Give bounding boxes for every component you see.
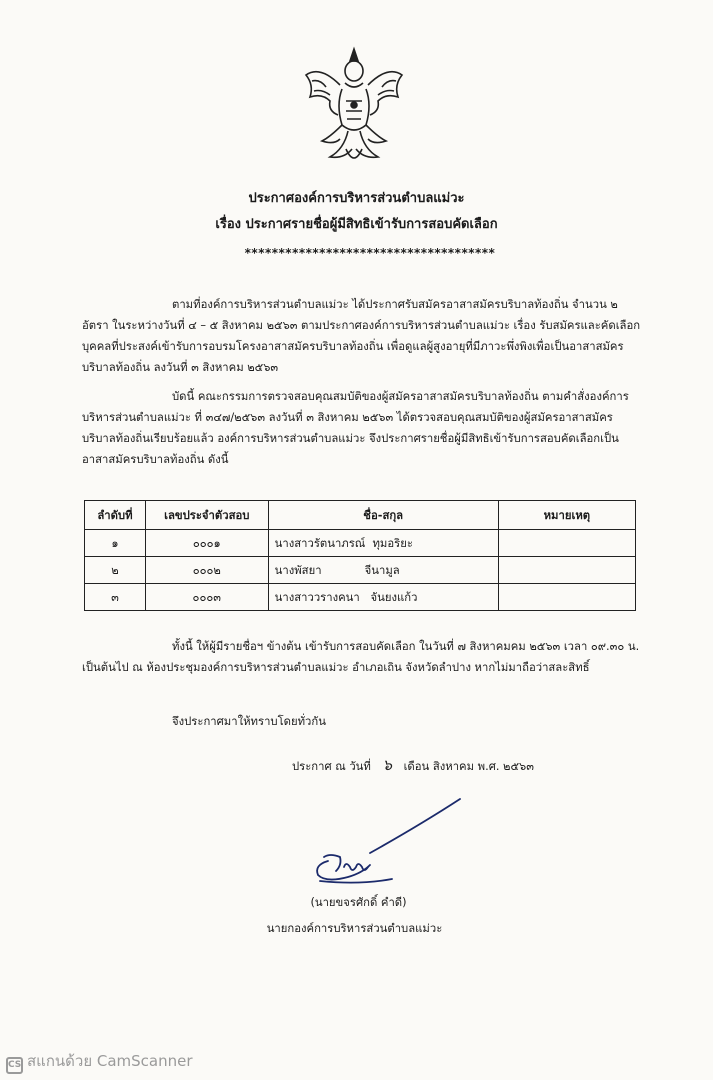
date-prefix: ประกาศ ณ วันที่ (292, 760, 371, 773)
document-subject: เรื่อง ประกาศรายชื่อผู้มีสิทธิเข้ารับการสอบคัดเลือก (215, 217, 498, 232)
date-day-handwritten: ๖ (382, 756, 392, 774)
header-order: ลำดับที่ (85, 501, 146, 530)
document-title: ประกาศองค์การบริหารส่วนตำบลแม่วะ (248, 191, 465, 206)
row-name: นางสาวรัตนาภรณ์ ทุมอริยะ (268, 530, 498, 557)
watermark-text: สแกนด้วย CamScanner (27, 1052, 193, 1070)
header-name: ชื่อ-สกุล (268, 501, 498, 530)
row-exam-id: ๐๐๐๑ (145, 530, 268, 557)
row-remark (498, 530, 635, 557)
header-remark: หมายเหตุ (498, 501, 635, 530)
row-order: ๑ (85, 530, 146, 557)
date-suffix: เดือน สิงหาคม พ.ศ. ๒๕๖๓ (403, 760, 534, 773)
table-header-row (85, 501, 636, 530)
row-name: นางพัสยา จีนามูล (268, 557, 498, 584)
paragraph-1: ตามที่องค์การบริหารส่วนตำบลแม่วะ ได้ประกาศรับสมัครอาสาสมัครบริบาลท้องถิ่น จำนวน ๒ อัตรา ในระหว่างวันที่ ๔ – ๕ สิงหาคม ๒๕๖๓ ตามประกาศองค์การบริหารส่วนตำบลแม่วะ เรื่อง รับสมัครและคัดเลือกบุคคลที่ประสงค์เข้ารับการอบรมโครงอาสาสมัครบริบาลท้องถิ่น เพื่อดูแลผู้สูงอายุที่มีภาวะพึ่งพิงเพื่อเป็นอาสาสมัครบริบาลท้องถิ่น ลงวันที่ ๓ สิงหาคม ๒๕๖๓ (82, 298, 641, 374)
camscanner-watermark (6, 1049, 193, 1074)
candidate-table (84, 500, 636, 611)
row-order: ๓ (85, 584, 146, 611)
paragraph-2: บัดนี้ คณะกรรมการตรวจสอบคุณสมบัติของผู้สมัครอาสาสมัครบริบาลท้องถิ่น ตามคำสั่งองค์การบริหารส่วนตำบลแม่วะ ที่ ๓๔๗/๒๕๖๓ ลงวันที่ ๓ สิงหาคม ๒๕๖๓ ได้ตรวจสอบคุณสมบัติของผู้สมัครอาสาสมัครบริบาลท้องถิ่นเรียบร้อยแล้ว องค์การบริหารส่วนตำบลแม่วะ จึงประกาศรายชื่อผู้มีสิทธิเข้ารับการสอบคัดเลือกเป็นอาสาสมัครบริบาลท้องถิ่น ดังนี้ (82, 390, 629, 466)
row-exam-id: ๐๐๐๓ (145, 584, 268, 611)
garuda-emblem-icon (300, 45, 408, 170)
table-row (85, 530, 636, 557)
signatory-position: นายกองค์การบริหารส่วนตำบลแม่วะ (266, 922, 443, 935)
row-order: ๒ (85, 557, 146, 584)
row-remark (498, 557, 635, 584)
row-name: นางสาววรางคนา จันยงแก้ว (268, 584, 498, 611)
announcement-date (292, 753, 534, 777)
table-row (85, 584, 636, 611)
star-divider: ************************************* (244, 246, 496, 260)
row-remark (498, 584, 635, 611)
table-row (85, 557, 636, 584)
paragraph-3: ทั้งนี้ ให้ผู้มีรายชื่อฯ ข้างต้น เข้ารับการสอบคัดเลือก ในวันที่ ๗ สิงหาคมคม ๒๕๖๓ เวลา ๐๙.๓๐ น. เป็นต้นไป ณ ห้องประชุมองค์การบริหารส่วนตำบลแม่วะ อำเภอเถิน จังหวัดลำปาง หากไม่มาถือว่าสละสิทธิ์ (82, 640, 640, 674)
camscanner-logo-icon: CS (6, 1057, 23, 1074)
header-exam-id: เลขประจำตัวสอบ (145, 501, 268, 530)
signatory-name: (นายขจรศักดิ์ คำดี) (310, 896, 407, 909)
closing-line: จึงประกาศมาให้ทราบโดยทั่วกัน (172, 715, 326, 728)
signature-mark (300, 795, 470, 890)
row-exam-id: ๐๐๐๒ (145, 557, 268, 584)
